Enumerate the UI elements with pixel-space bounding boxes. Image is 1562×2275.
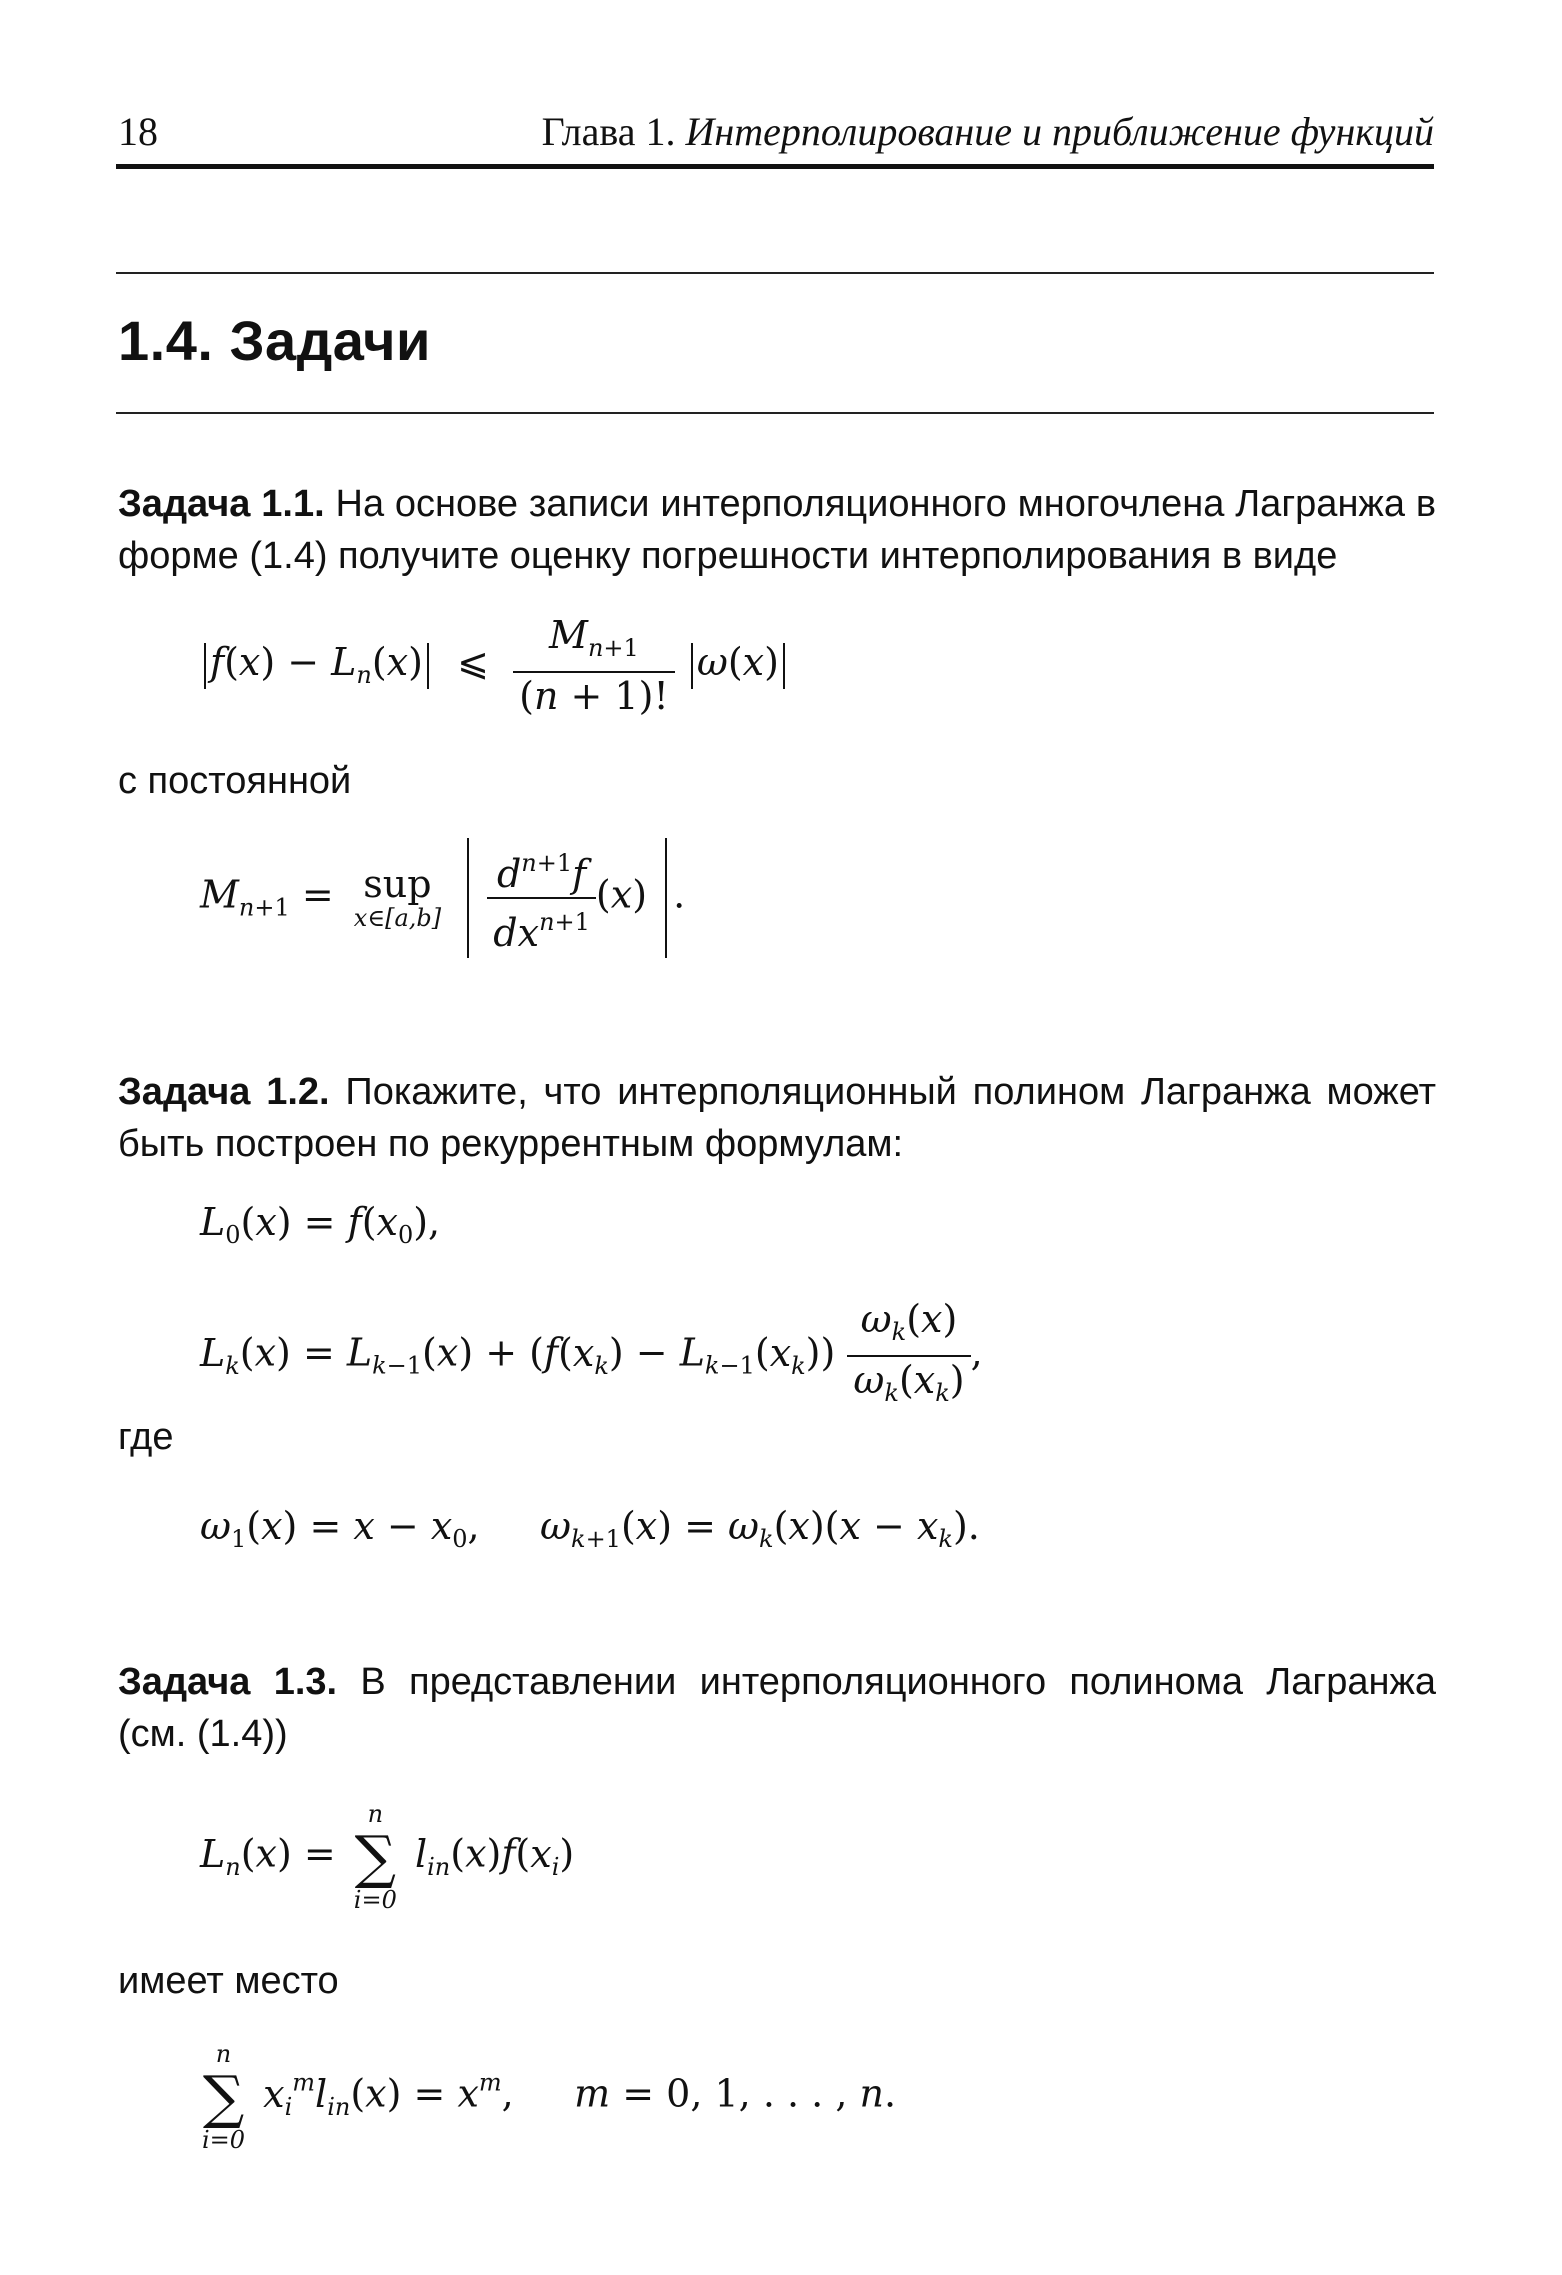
problem-1-3-text: В представлении интерполяционного полинома Лагранжа (см. (1.4)) <box>118 1661 1437 1755</box>
chapter-label: Глава 1. <box>541 109 676 154</box>
recurrence-step-formula: $L_k(x) = L_{k-1}(x) + (f(x_k) - L_{k-1}(x_k))$ $\frac{\omega_k(x)}{\omega_k(x_k)}$ , <box>200 1297 983 1407</box>
problem-1-3 <box>118 1656 1436 1760</box>
running-header <box>542 108 1434 155</box>
lagrange-sum-formula: $L_n(x)$ = n ∑ i=0 $l_{in}(x)f(x_i)$ <box>200 1800 575 1914</box>
page-number: 18 <box>118 109 158 154</box>
chapter-title: Интерполирование и приближение функций <box>685 109 1434 154</box>
constant-formula: $M_{n+1}$ = sup x∈[a,b] $\frac{d^{n+1}f}{dx^{n+1}}$ (x) . <box>200 838 685 958</box>
omega-formula: $\omega_1(x) = x - x_0$, $\omega_{k+1}(x) = \omega_k(x)(x - x_k)$. <box>200 1504 980 1553</box>
section-top-rule <box>116 272 1434 274</box>
section-bottom-rule <box>116 412 1434 414</box>
problem-1-2-text: Покажите, что интерполяционный полином Лагранжа может быть построен по рекуррентным формулам: <box>118 1071 1437 1165</box>
problem-1-2 <box>118 1066 1436 1170</box>
problem-1-1-text: На основе записи интерполяционного многочлена Лагранжа в форме (1.4) получите оценку погрешности интерполирования в виде <box>118 483 1437 577</box>
problem-1-2-label: Задача 1.2. <box>118 1071 330 1113</box>
problem-1-1-label: Задача 1.1. <box>118 483 325 525</box>
problem-1-3-label: Задача 1.3. <box>118 1661 338 1703</box>
recurrence-base-formula: $L_0(x) = f(x_0)$, <box>200 1200 441 1249</box>
problem-1-3-word-after: имеет место <box>118 1960 339 2002</box>
problem-1-1-word-after: с постоянной <box>118 760 352 802</box>
problem-1-1 <box>118 478 1436 582</box>
section-title: 1.4. Задачи <box>118 309 431 372</box>
header-rule <box>116 164 1434 169</box>
error-estimate-formula: $f(x) - L_n(x)$ ⩽ $\frac{M_{n+1}}{(n + 1)!}$ ω(x) <box>200 612 789 719</box>
moment-identity-formula: n ∑ i=0 $x_i^ml_{in}(x) = x^m$, m = 0, 1, . . . , n. <box>202 2040 897 2154</box>
problem-1-2-word-after: где <box>118 1416 174 1458</box>
